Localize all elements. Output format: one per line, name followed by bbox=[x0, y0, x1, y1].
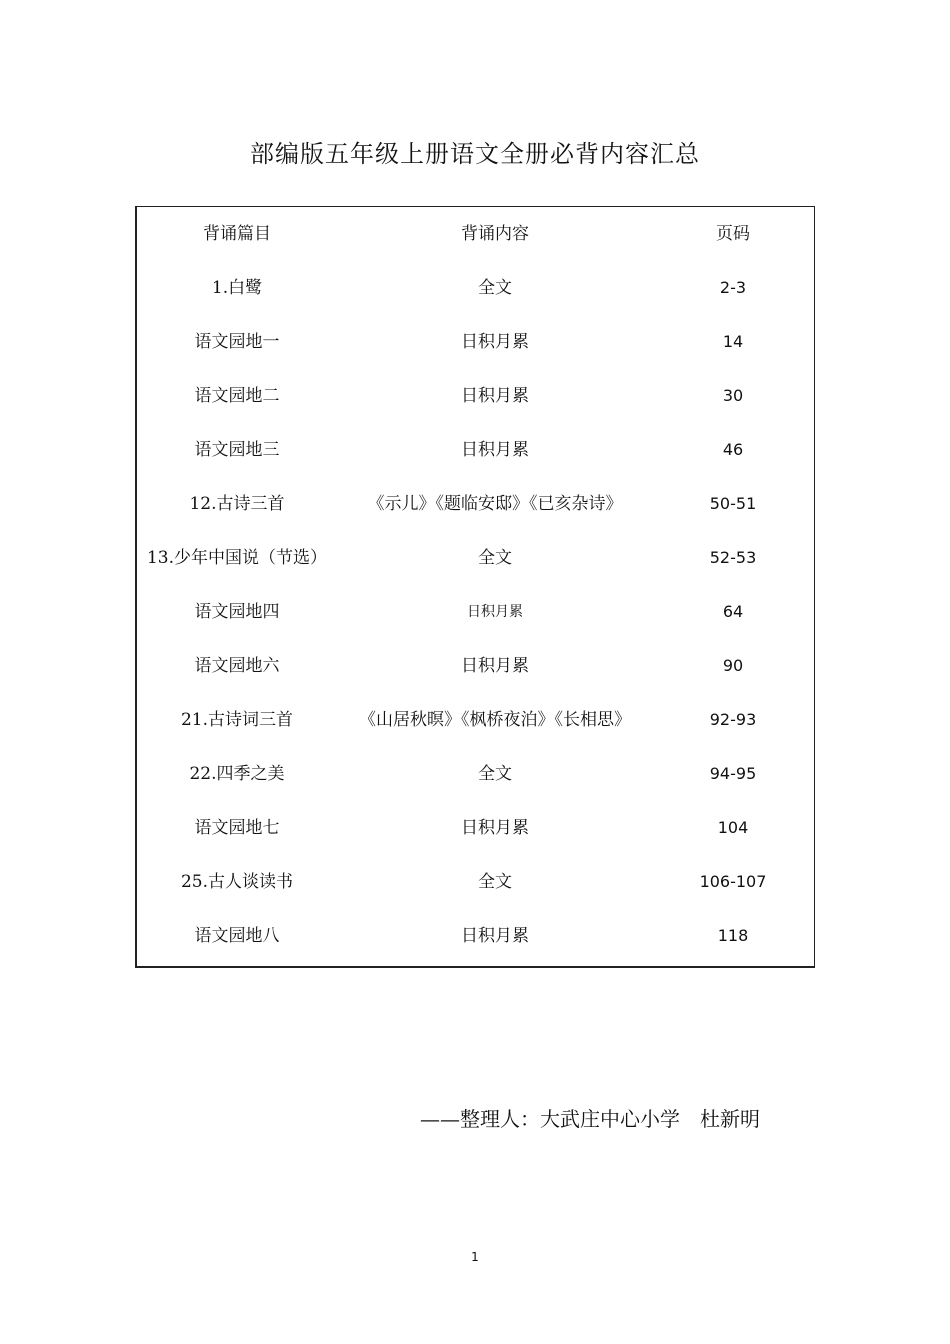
header-title: 背诵篇目 bbox=[203, 224, 271, 244]
row-page: 46 bbox=[722, 440, 744, 459]
table-row bbox=[137, 747, 817, 801]
row-page: 50-51 bbox=[709, 494, 757, 513]
row-content: 《示儿》《题临安邸》《已亥杂诗》 bbox=[367, 494, 623, 514]
row-title: 12.古诗三首 bbox=[189, 494, 285, 514]
row-title: 语文园地四 bbox=[194, 602, 280, 622]
row-page: 90 bbox=[722, 656, 744, 675]
table-row bbox=[137, 639, 817, 693]
document-title: 部编版五年级上册语文全册必背内容汇总 bbox=[250, 140, 700, 168]
table-row bbox=[137, 531, 817, 585]
row-content: 日积月累 bbox=[461, 332, 529, 352]
table-row bbox=[137, 369, 817, 423]
row-content: 日积月累 bbox=[461, 386, 529, 406]
row-title: 语文园地二 bbox=[194, 386, 280, 406]
row-content: 日积月累 bbox=[461, 926, 529, 946]
row-content: 全文 bbox=[478, 764, 512, 784]
row-content: 全文 bbox=[478, 548, 512, 568]
table-row bbox=[137, 423, 817, 477]
row-page: 118 bbox=[717, 926, 749, 945]
row-page: 104 bbox=[717, 818, 749, 837]
row-content: 日积月累 bbox=[461, 440, 529, 460]
row-page: 64 bbox=[722, 602, 744, 621]
table-header-row bbox=[137, 207, 817, 261]
row-title: 22.四季之美 bbox=[189, 764, 285, 784]
row-page: 94-95 bbox=[709, 764, 757, 783]
row-content: 日积月累 bbox=[461, 656, 529, 676]
row-title: 13.少年中国说（节选） bbox=[146, 548, 328, 568]
table-row bbox=[137, 315, 817, 369]
table-row bbox=[137, 909, 817, 963]
row-title: 语文园地一 bbox=[194, 332, 280, 352]
table-row bbox=[137, 261, 817, 315]
row-page: 106-107 bbox=[699, 872, 767, 891]
header-content: 背诵内容 bbox=[461, 224, 529, 244]
row-title: 语文园地八 bbox=[194, 926, 280, 946]
row-content: 全文 bbox=[478, 872, 512, 892]
row-content: 日积月累 bbox=[461, 818, 529, 838]
row-content: 《山居秋暝》《枫桥夜泊》《长相思》 bbox=[359, 710, 631, 730]
table-row bbox=[137, 855, 817, 909]
row-page: 30 bbox=[722, 386, 744, 405]
row-page: 92-93 bbox=[709, 710, 757, 729]
recitation-table bbox=[135, 206, 815, 968]
compiler-signature: ——整理人：大武庄中心小学 杜新明 bbox=[420, 1107, 760, 1131]
row-title: 25.古人谈读书 bbox=[180, 872, 294, 892]
page-number: 1 bbox=[471, 1250, 479, 1264]
row-page: 2-3 bbox=[719, 278, 747, 297]
table-row bbox=[137, 693, 817, 747]
row-title: 语文园地七 bbox=[194, 818, 280, 838]
table-row bbox=[137, 585, 817, 639]
row-content: 全文 bbox=[478, 278, 512, 298]
row-content: 日积月累 bbox=[467, 604, 523, 620]
row-title: 21.古诗词三首 bbox=[180, 710, 294, 730]
table-row bbox=[137, 801, 817, 855]
row-title: 1.白鹭 bbox=[211, 278, 263, 298]
table-row bbox=[137, 477, 817, 531]
row-page: 14 bbox=[722, 332, 744, 351]
header-page: 页码 bbox=[716, 224, 750, 244]
row-title: 语文园地三 bbox=[194, 440, 280, 460]
row-title: 语文园地六 bbox=[194, 656, 280, 676]
row-page: 52-53 bbox=[709, 548, 757, 567]
